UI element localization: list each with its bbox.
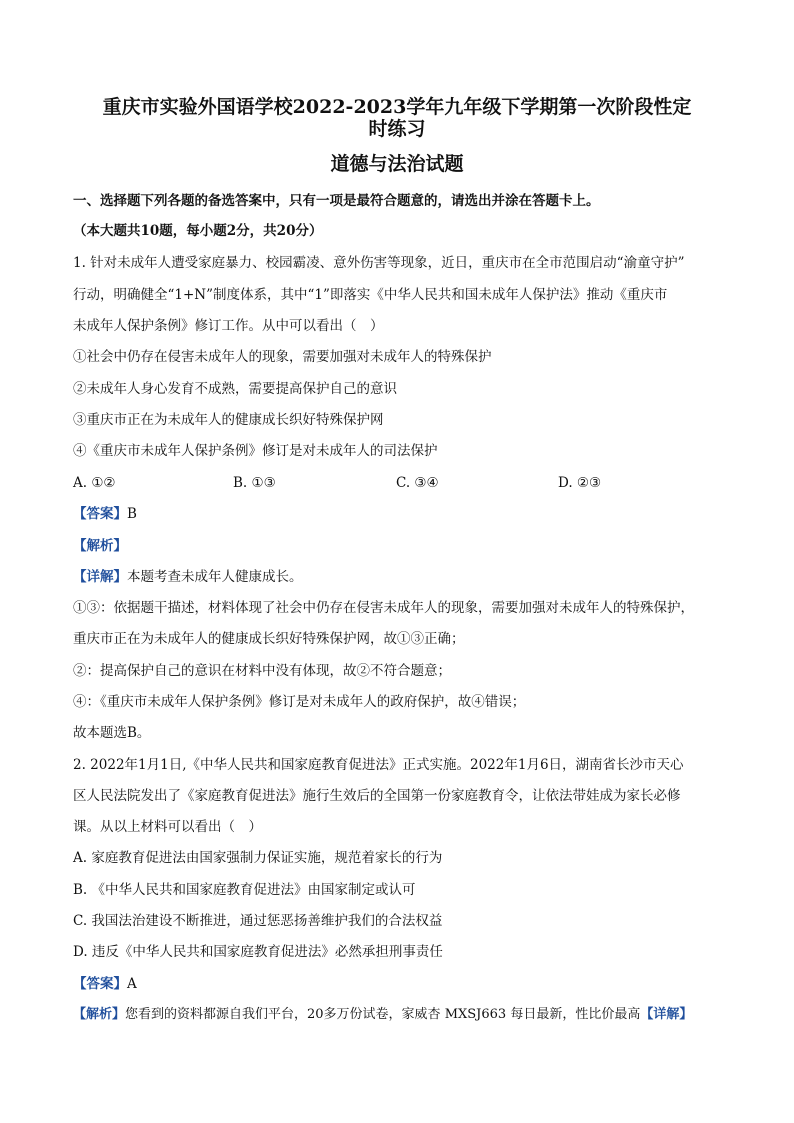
q2-stem-line-3: 课。从以上材料可以看出（ ） [73, 819, 262, 835]
detail-tag: 【详解】 [640, 1007, 693, 1022]
answer-value: A [127, 976, 137, 992]
q1-statement-4: ④《重庆市未成年人保护条例》修订是对未成年人的司法保护 [73, 443, 438, 459]
q2-analysis [73, 1006, 753, 1024]
q1-option-b: B. ①③ [233, 475, 276, 491]
analysis-tag: 【解析】 [73, 1007, 126, 1022]
q1-explanation-1: ①③：依据题干描述，材料体现了社会中仍存在侵害未成年人的现象，需要加强对未成年人的特殊保护， [73, 600, 694, 616]
footer-notice: 您看到的资料都源自我们平台，20多万份试卷，家威杏 MXSJ663 每日最新，性比价最高 [125, 1007, 641, 1022]
section-heading: 一、选择题下列各题的备选答案中，只有一项是最符合题意的，请选出并涂在答题卡上。 [73, 193, 600, 209]
q1-statement-3: ③重庆市正在为未成年人的健康成长织好特殊保护网 [73, 412, 384, 428]
detail-text: 本题考查未成年人健康成长。 [127, 569, 303, 585]
q2-stem-line-1: 2. 2022年1月1日,《中华人民共和国家庭教育促进法》正式实施。2022年1月6日，湖南省长沙市天心 [73, 757, 684, 773]
answer-tag: 【答案】 [73, 506, 127, 522]
q1-statement-2: ②未成年人身心发育不成熟，需要提高保护自己的意识 [73, 381, 397, 397]
section-note: （本大题共10题，每小题2分，共20分） [73, 223, 323, 239]
q1-stem-line-2: 行动，明确健全“1+N”制度体系，其中“1”即落实《中华人民共和国未成年人保护法》推动《重庆市 [73, 287, 668, 303]
q1-explanation-5: 故本题选B。 [73, 725, 151, 741]
q2-answer [73, 975, 753, 993]
detail-tag: 【详解】 [73, 569, 127, 585]
q1-detail [73, 568, 753, 586]
q1-explanation-3: ②：提高保护自己的意识在材料中没有体现，故②不符合题意； [73, 663, 451, 679]
answer-value: B [127, 506, 137, 522]
q1-option-a: A. ①② [73, 475, 116, 491]
q2-stem-line-2: 区人民法院发出了《家庭教育促进法》施行生效后的全国第一份家庭教育令，让依法带娃成为家长必修 [73, 788, 681, 804]
q1-analysis [73, 537, 753, 555]
q2-option-d: D. 违反《中华人民共和国家庭教育促进法》必然承担刑事责任 [73, 944, 443, 960]
subtitle: 道德与法治试题 [330, 153, 464, 175]
q1-stem-line-3: 未成年人保护条例》修订工作。从中可以看出（ ） [73, 318, 384, 334]
analysis-tag: 【解析】 [73, 538, 127, 554]
q1-option-c: C. ③④ [396, 475, 439, 491]
q1-stem-line-1: 1. 针对未成年人遭受家庭暴力、校园霸凌、意外伤害等现象，近日，重庆市在全市范围启动“渝童守护” [73, 255, 685, 271]
title-line-2: 时练习 [368, 118, 426, 140]
q1-explanation-4: ④：《重庆市未成年人保护条例》修订是对未成年人的政府保护，故④错误； [73, 694, 526, 710]
title-line-1: 重庆市实验外国语学校2022-2023学年九年级下学期第一次阶段性定 [102, 96, 692, 118]
q1-statement-1: ①社会中仍存在侵害未成年人的现象，需要加强对未成年人的特殊保护 [73, 349, 492, 365]
q1-option-d: D. ②③ [558, 475, 602, 491]
answer-tag: 【答案】 [73, 976, 127, 992]
q2-option-c: C. 我国法治建设不断推进，通过惩恶扬善维护我们的合法权益 [73, 913, 443, 929]
q1-answer [73, 505, 753, 523]
q2-option-a: A. 家庭教育促进法由国家强制力保证实施，规范着家长的行为 [73, 850, 443, 866]
q2-option-b: B. 《中华人民共和国家庭教育促进法》由国家制定或认可 [73, 882, 416, 898]
q1-explanation-2: 重庆市正在为未成年人的健康成长织好特殊保护网，故①③正确； [73, 631, 465, 647]
